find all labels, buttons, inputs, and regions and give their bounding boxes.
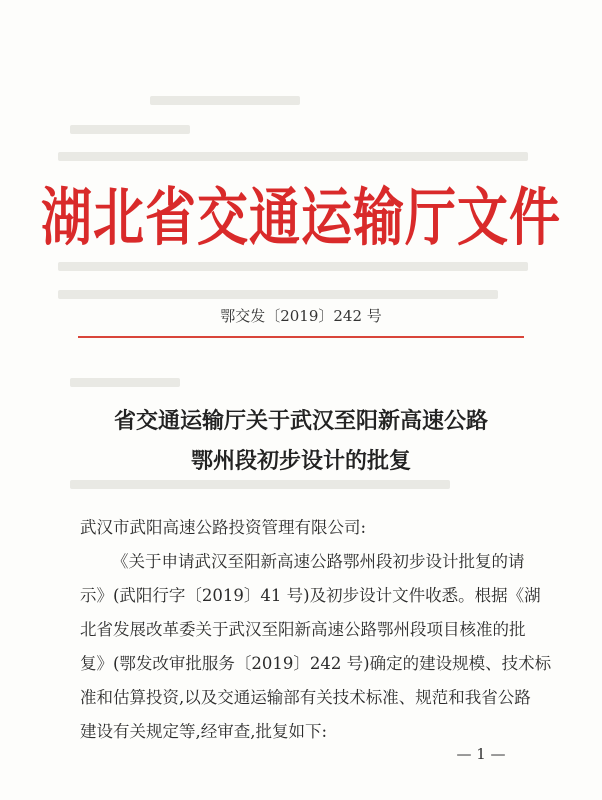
page-number-row xyxy=(0,745,602,763)
body-line: 《关于申请武汉至阳新高速公路鄂州段初步设计批复的请 xyxy=(112,552,525,571)
body-line: 北省发展改革委关于武汉至阳新高速公路鄂州段项目核准的批 xyxy=(80,620,526,639)
bleed-through-mark xyxy=(150,96,300,105)
body-line: 复》(鄂发改审批服务〔2019〕242 号)确定的建设规模、技术标 xyxy=(80,654,552,673)
body-line: 准和估算投资,以及交通运输部有关技术标准、规范和我省公路 xyxy=(80,688,531,707)
bleed-through-mark xyxy=(70,125,190,134)
subject-line-1: 省交通运输厅关于武汉至阳新高速公路 xyxy=(113,408,488,434)
bleed-through-mark xyxy=(70,378,180,387)
bleed-through-mark xyxy=(58,262,528,271)
bleed-through-mark xyxy=(58,290,498,299)
page-number: — 1 — xyxy=(456,745,506,763)
subject-line-2: 鄂州段初步设计的批复 xyxy=(190,448,411,474)
body-line: 示》(武阳行字〔2019〕41 号)及初步设计文件收悉。根据《湖 xyxy=(80,586,541,605)
document-header-title: 湖北省交通运输厅文件 xyxy=(40,181,561,256)
bleed-through-mark xyxy=(58,152,528,161)
bleed-through-mark xyxy=(70,480,450,489)
body-line: 建设有关规定等,经审查,批复如下: xyxy=(80,722,328,741)
addressee: 武汉市武阳高速公路投资管理有限公司: xyxy=(80,518,367,537)
red-divider-line xyxy=(78,336,524,338)
document-number: 鄂交发〔2019〕242 号 xyxy=(220,307,382,325)
